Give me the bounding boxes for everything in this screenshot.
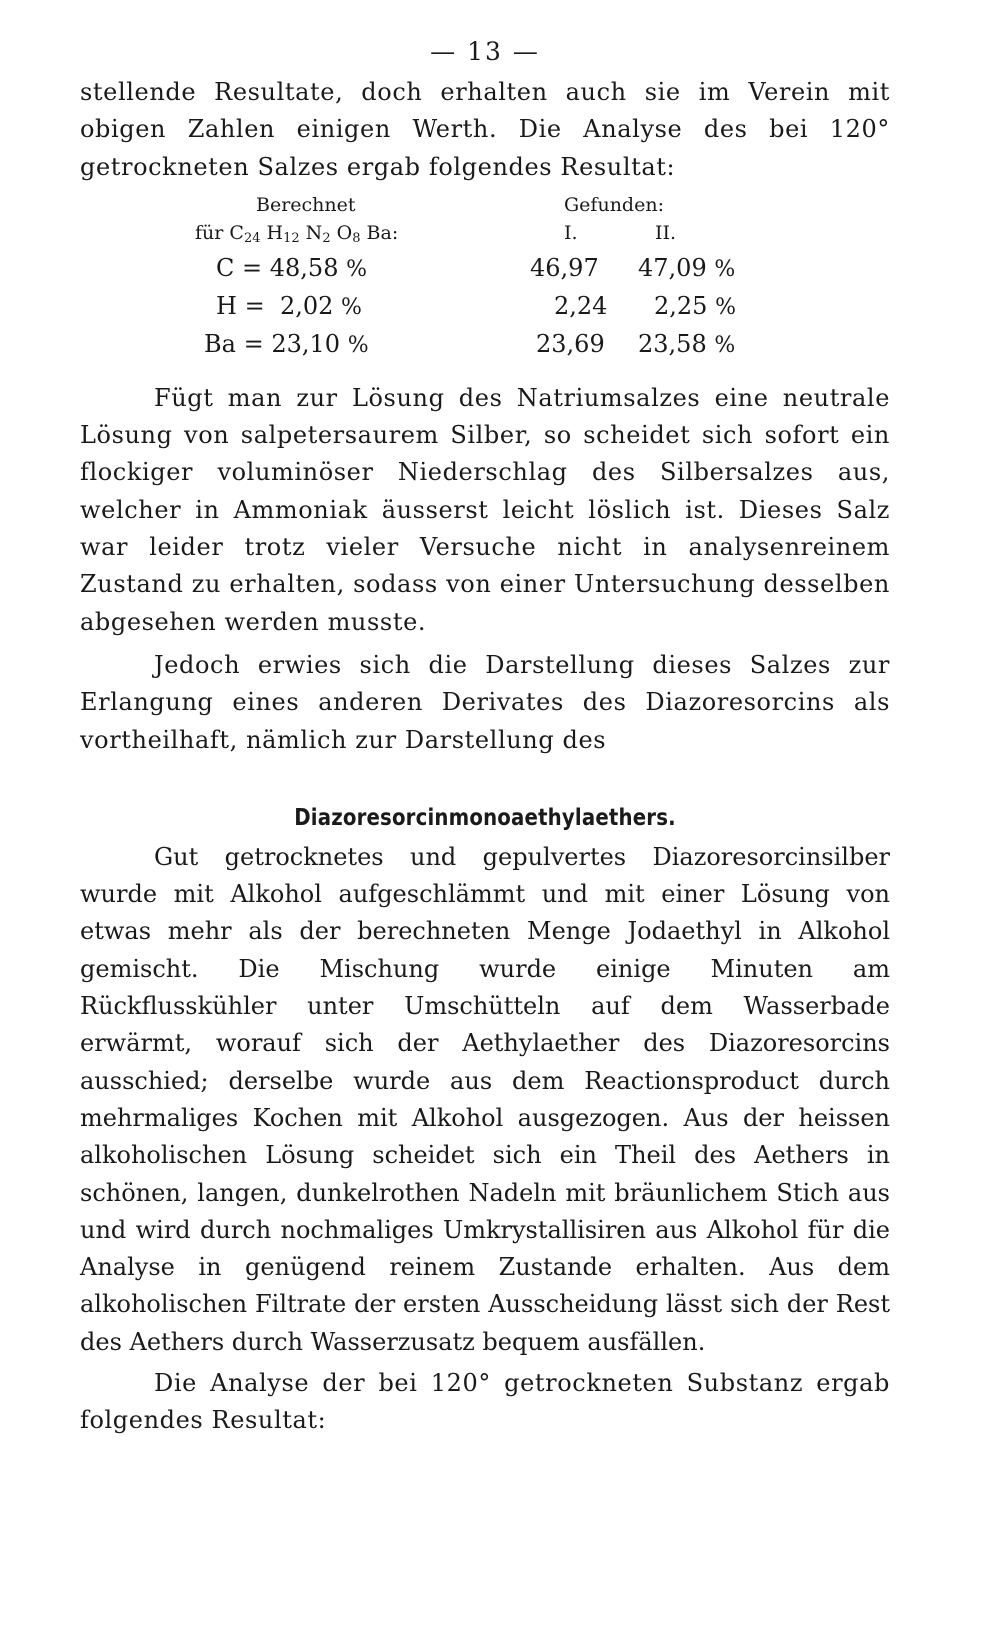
analysis-row-c-found-1: 46,97: [530, 253, 599, 282]
analysis-row-ba-calc: Ba = 23,10 %: [204, 329, 369, 358]
paragraph-derivative: Jedoch erwies sich die Darstellung dieses Salzes zur Erlangung eines anderen Derivates des Diazoresorcins als vortheilhaft, nämlich zur Darstellung des: [80, 650, 890, 754]
analysis-table-silver-salt: [80, 190, 890, 380]
analysis-row-ba-found-1: 23,69: [536, 329, 605, 358]
analysis-row-c-calc: C = 48,58 %: [216, 253, 368, 282]
column-II-header: II.: [655, 221, 677, 244]
document-page: [80, 30, 890, 1440]
paragraph-silver-salt: Fügt man zur Lösung des Natriumsalzes eine neutrale Lösung von salpetersaurem Silber, so scheidet sich sofort ein flockiger voluminöser Niederschlag des Silbersalzes aus, welcher in Ammoniak äusserst leicht löslich ist. Dieses Salz war leider trotz vieler Versuche nicht in analysenreinem Zustand zu erhalten, sodass von einer Untersuchung desselben abgesehen werden musste.: [80, 383, 890, 636]
paragraph-analysis-intro: Die Analyse der bei 120° getrockneten Substanz ergab folgendes Resultat:: [80, 1369, 890, 1435]
section-heading: Diazoresorcinmonoaethylaethers.: [294, 802, 676, 831]
analysis-row-h-found-1: 2,24: [554, 291, 608, 320]
analysis-row-ba-found-2: 23,58 %: [638, 329, 736, 358]
paragraph-intro: stellende Resultate, doch erhalten auch sie im Verein mit obigen Zahlen einigen Werth. Die Analyse des bei 120° getrockneten Salzes ergab folgendes Resultat:: [80, 78, 890, 181]
paragraph-preparation: Gut getrocknetes und gepulvertes Diazoresorcinsilber wurde mit Alkohol aufgeschlämmt und mit einer Lösung von etwas mehr als der berechneten Menge Jodaethyl in Alkohol gemischt. Die Mischung wurde einige Minuten am Rückflusskühler unter Umschütteln auf dem Wasserbade erwärmt, worauf sich der Aethylaether des Diazoresorcins ausschied; derselbe wurde aus dem Reactionsproduct durch mehrmaliges Kochen mit Alkohol ausgezogen. Aus der heissen alkoholischen Lösung scheidet sich ein Theil des Aethers in schönen, langen, dunkelrothen Nadeln mit bräunlichem Stich aus und wird durch nochmaliges Umkrystallisiren aus Alkohol für die Analyse in genügend reinem Zustande erhalten. Aus dem alkoholischen Filtrate der ersten Ausscheidung lässt sich der Rest des Aethers durch Wasserzusatz bequem ausfällen.: [80, 842, 890, 1356]
gefunden-header: Gefunden:: [564, 193, 664, 216]
formula-label: für $C_{24}$ $H_{12}$ $N_2$ $O_8$ Ba:: [195, 221, 399, 246]
berechnet-header: Berechnet: [256, 193, 356, 216]
page-number: — 13 —: [430, 37, 540, 66]
analysis-row-c-found-2: 47,09 %: [638, 253, 736, 282]
analysis-row-h-calc: H = 2,02 %: [216, 291, 362, 320]
column-I-header: I.: [564, 221, 578, 244]
analysis-row-h-found-2: 2,25 %: [654, 291, 736, 320]
